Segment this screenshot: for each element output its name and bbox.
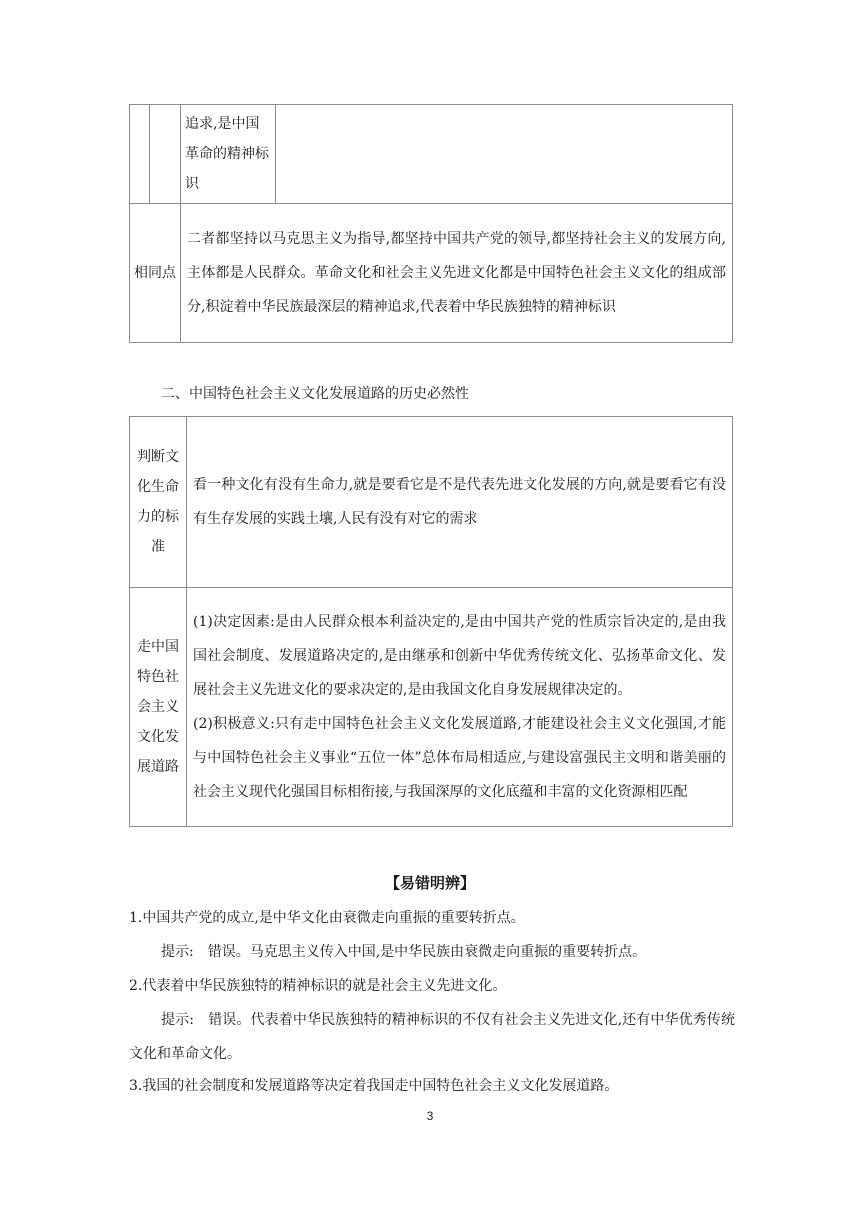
row-label: 走中国特色社会主义文化发展道路 <box>130 588 187 827</box>
table-row <box>130 105 733 204</box>
page-number: 3 <box>426 1109 434 1123</box>
table-row <box>130 204 733 343</box>
table-cell-empty <box>130 105 150 204</box>
table-cell: 二者都坚持以马克思主义为指导,都坚持中国共产党的领导,都坚持社会主义的发展方向,主体都是人民群众。革命文化和社会主义先进文化都是中国特色社会主义文化的组成部分,积淀着中华民族最深层的精神追求,代表着中华民族独特的精神标识 <box>181 204 733 343</box>
table-cell-empty <box>276 105 733 204</box>
table-row <box>130 588 733 827</box>
road-necessity-table <box>129 416 733 827</box>
error-section-title: 【易错明辨】 <box>384 874 475 892</box>
error-item: 2.代表着中华民族独特的精神标识的就是社会主义先进文化。 <box>129 978 507 994</box>
table-cell-empty <box>150 105 181 204</box>
error-item: 3.我国的社会制度和发展道路等决定着我国走中国特色社会主义文化发展道路。 <box>129 1078 619 1094</box>
cell-paragraph: (1)决定因素:是由人民群众根本利益决定的,是由中国共产党的性质宗旨决定的,是由我国社会制度、发展道路决定的,是由继承和创新中华优秀传统文化、弘扬革命文化、发展社会主义先进文化的要求决定的,是由我国文化自身发展规律决定的。 <box>193 614 726 698</box>
error-hint: 提示: 错误。代表着中华民族独特的精神标识的不仅有社会主义先进文化,还有中华优秀传统文化和革命文化。 <box>129 1012 735 1062</box>
table-cell: 看一种文化有没有生命力,就是要看它是不是代表先进文化发展的方向,就是要看它有没有生存发展的实践土壤,人民有没有对它的需求 <box>187 417 733 588</box>
table-cell <box>187 588 733 827</box>
section-heading: 二、中国特色社会主义文化发展道路的历史必然性 <box>161 386 469 402</box>
error-hint: 提示: 错误。马克思主义传入中国,是中华民族由衰微走向重振的重要转折点。 <box>161 944 647 960</box>
row-label: 判断文化生命力的标准 <box>130 417 187 588</box>
table-row <box>130 417 733 588</box>
error-item: 1.中国共产党的成立,是中华文化由衰微走向重振的重要转折点。 <box>129 910 525 926</box>
table-cell: 追求,是中国革命的精神标识 <box>181 105 276 204</box>
row-label: 相同点 <box>130 204 181 343</box>
cell-paragraph: (2)积极意义:只有走中国特色社会主义文化发展道路,才能建设社会主义文化强国,才能与中国特色社会主义事业“五位一体”总体布局相适应,与建设富强民主文明和谐美丽的社会主义现代化强国目标相衔接,与我国深厚的文化底蕴和丰富的文化资源相匹配 <box>193 716 726 800</box>
comparison-table-continued <box>129 104 733 343</box>
